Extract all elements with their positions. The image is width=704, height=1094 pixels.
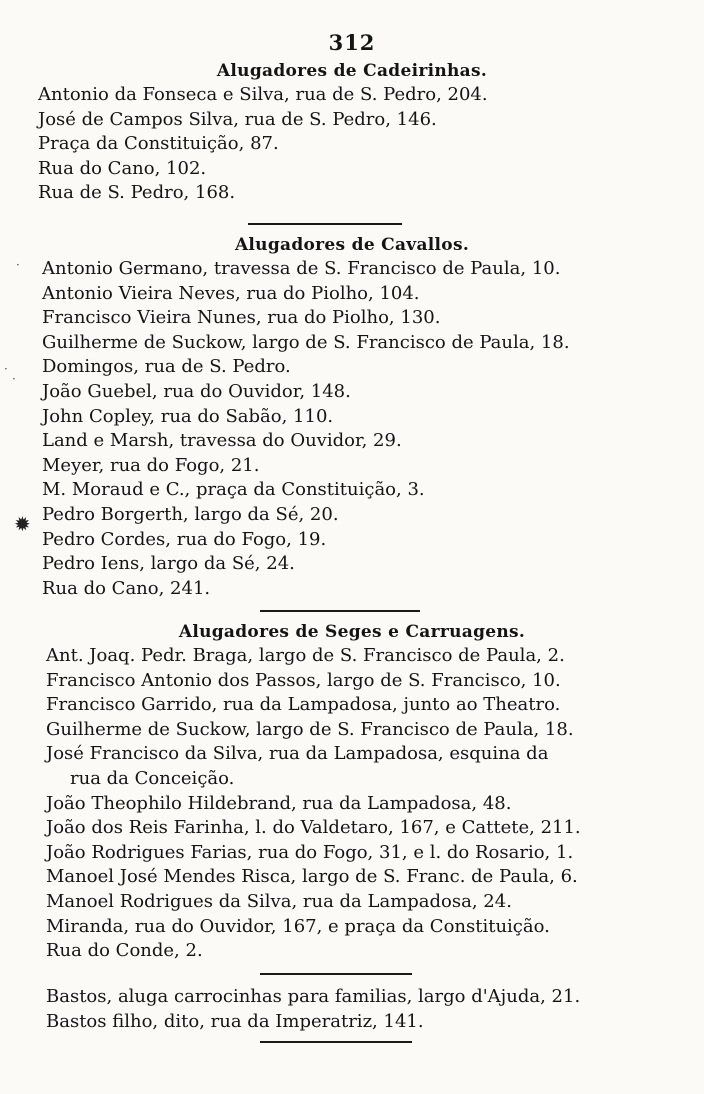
section-divider: [248, 223, 402, 225]
list-item: Land e Marsh, travessa do Ouvidor, 29.: [42, 430, 402, 452]
list-item: Pedro Iens, largo da Sé, 24.: [42, 553, 295, 575]
list-item: Rua do Cano, 241.: [42, 577, 211, 599]
list-item: Manoel Rodrigues da Silva, rua da Lampadosa, 24.: [46, 890, 512, 912]
section-divider: [260, 1041, 412, 1043]
list-item: Antonio Germano, travessa de S. Francisco de Paula, 10.: [42, 258, 561, 279]
list-item: Antonio Vieira Neves, rua do Piolho, 104.: [42, 282, 420, 304]
list-item: Rua de S. Pedro, 168.: [38, 182, 236, 204]
list-item: M. Moraud e C., praça da Constituição, 3.: [42, 479, 425, 501]
section-divider: [260, 973, 412, 975]
list-item: Francisco Garrido, rua da Lampadosa, junto ao Theatro.: [46, 694, 561, 716]
list-item: Bastos filho, dito, rua da Imperatriz, 141.: [46, 1010, 424, 1032]
section-cadeirinhas: [0, 59, 704, 206]
ink-speck: ·: [4, 362, 8, 376]
list-item: Praça da Constituição, 87.: [38, 133, 279, 155]
list-item: Rua do Cano, 102.: [38, 157, 207, 179]
list-item: Pedro Borgerth, largo da Sé, 20.: [42, 503, 339, 525]
section-heading: Alugadores de Cavallos.: [234, 235, 470, 255]
section-heading: Alugadores de Cadeirinhas.: [216, 61, 488, 81]
list-item: John Copley, rua do Sabão, 110.: [42, 405, 334, 427]
entry-list: [0, 83, 704, 206]
list-item: João Rodrigues Farias, rua do Fogo, 31, e l. do Rosario, 1.: [46, 841, 574, 863]
section-heading: Alugadores de Seges e Carruagens.: [178, 622, 526, 642]
list-item: João Theophilo Hildebrand, rua da Lampadosa, 48.: [46, 792, 512, 814]
list-item: Ant. Joaq. Pedr. Braga, largo de S. Francisco de Paula, 2.: [46, 645, 565, 666]
asterisk-mark-icon: ✹: [14, 512, 31, 536]
section-bastos: [0, 985, 704, 1034]
entry-list: [0, 644, 704, 964]
list-item: João dos Reis Farinha, l. do Valdetaro, 167, e Cattete, 211.: [46, 817, 581, 839]
list-item: Pedro Cordes, rua do Fogo, 19.: [42, 528, 327, 550]
list-item: Francisco Vieira Nunes, rua do Piolho, 130.: [42, 307, 441, 329]
list-item: José de Campos Silva, rua de S. Pedro, 146.: [38, 108, 437, 130]
section-cavallos: [0, 233, 704, 601]
list-item: João Guebel, rua do Ouvidor, 148.: [42, 380, 351, 402]
entry-list: [0, 257, 704, 601]
page-number: 312: [328, 30, 376, 55]
list-item: Guilherme de Suckow, largo de S. Francisco de Paula, 18.: [42, 331, 570, 353]
list-item: Meyer, rua do Fogo, 21.: [42, 454, 260, 476]
list-item: Bastos, aluga carrocinhas para familias, largo d'Ajuda, 21.: [46, 986, 581, 1007]
ink-speck: ·: [12, 372, 16, 386]
list-item: Rua do Conde, 2.: [46, 940, 203, 962]
list-item: Miranda, rua do Ouvidor, 167, e praça da Constituição.: [46, 915, 550, 937]
section-divider: [260, 610, 420, 612]
list-item: Manoel José Mendes Risca, largo de S. Franc. de Paula, 6.: [46, 866, 578, 888]
list-item-continuation: rua da Conceição.: [70, 767, 235, 789]
list-item: Antonio da Fonseca e Silva, rua de S. Pedro, 204.: [38, 84, 488, 105]
ink-speck: ·: [16, 258, 20, 272]
section-seges-carruagens: [0, 620, 704, 964]
list-item: Domingos, rua de S. Pedro.: [42, 356, 291, 378]
list-item: Francisco Antonio dos Passos, largo de S. Francisco, 10.: [46, 669, 561, 691]
entry-list: [0, 985, 704, 1034]
list-item: Guilherme de Suckow, largo de S. Francisco de Paula, 18.: [46, 718, 574, 740]
list-item: José Francisco da Silva, rua da Lampadosa, esquina da: [46, 743, 549, 765]
